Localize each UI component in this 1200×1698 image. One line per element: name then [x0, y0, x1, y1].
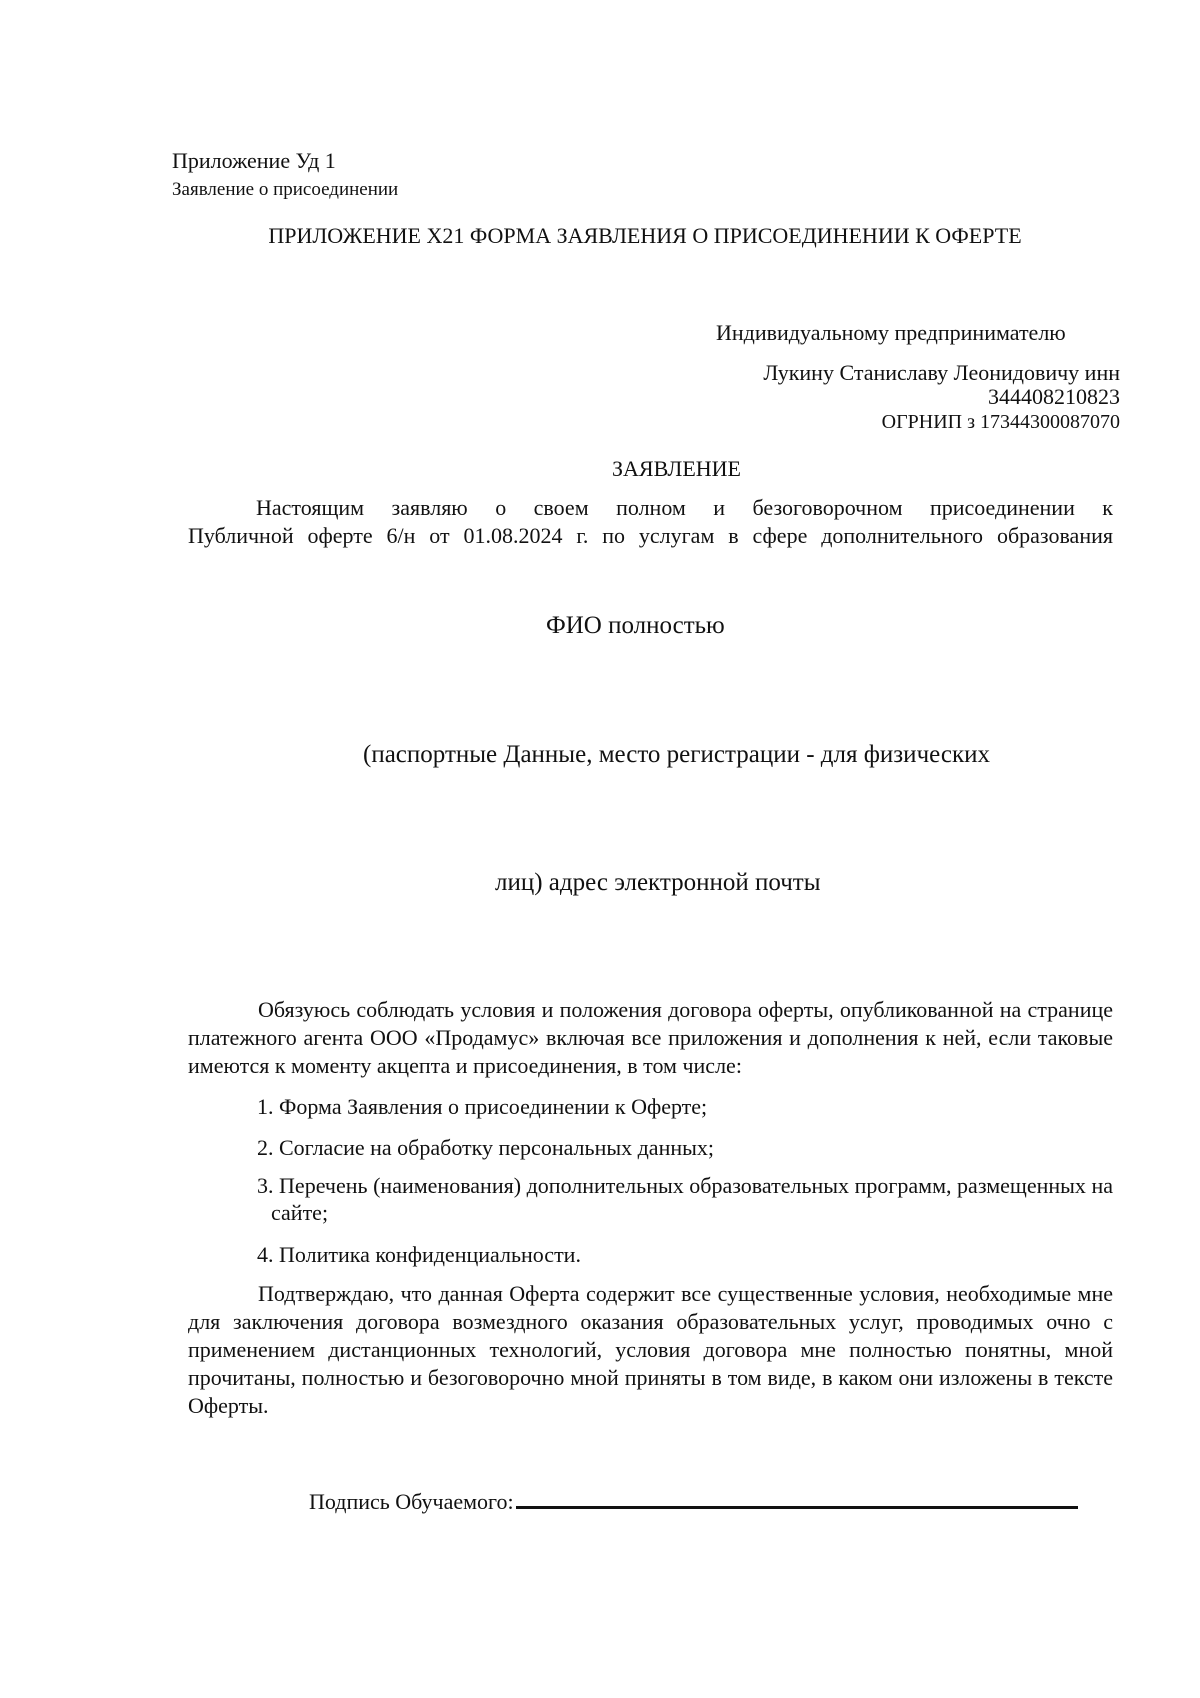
passport-data-field: (паспортные Данные, место регистрации - для физических [363, 741, 990, 768]
confirmation-paragraph: Подтверждаю, что данная Оферта содержит все существенные условия, необходимые мне для заключения договора возмездного оказания образовательных услуг, проводимых очно с применением дистанционных технологий, условия договора мне полностью понятны, мной прочитаны, полностью и безоговорочно мной приняты в том виде, в каком они изложены в тексте Оферты. [188, 1281, 1113, 1418]
addressee-ogrnip: ОГРНИП з 17344300087070 [881, 411, 1120, 433]
statement-heading: ЗАЯВЛЕНИЕ [612, 456, 741, 481]
addressee-line-1: Индивидуальному предпринимателю [716, 320, 1066, 345]
statement-paragraph [188, 494, 1113, 550]
full-name-field: ФИО полностью [546, 612, 725, 639]
obligation-item-3: 3. Перечень (наименования) дополнительных образовательных программ, размещенных на сайте; [257, 1173, 1113, 1225]
obligations-intro: Обязуюсь соблюдать условия и положения договора оферты, опубликованной на странице платежного агента ООО «Продамус» включая все приложения и дополнения к ней, если таковые имеются к моменту акцепта и присоединения, в том числе: [188, 997, 1113, 1078]
obligation-item-1: 1. Форма Заявления о присоединении к Оферте; [257, 1094, 708, 1119]
signature-row [309, 1489, 1078, 1515]
statement-line-1: Настоящим заявляю о своем полном и безоговорочном присоединении к [256, 495, 1113, 520]
signature-label: Подпись Обучаемого: [309, 1489, 514, 1514]
signature-line[interactable] [516, 1506, 1078, 1509]
obligation-item-4: 4. Политика конфиденциальности. [257, 1242, 581, 1267]
appendix-subtitle: Заявление о присоединении [172, 179, 399, 200]
obligation-item-2: 2. Согласие на обработку персональных данных; [257, 1135, 715, 1160]
email-field: лиц) адрес электронной почты [495, 869, 821, 896]
appendix-label: Приложение Уд 1 [172, 148, 336, 173]
addressee-line-2: Лукину Станиславу Леонидовичу инн [763, 360, 1120, 385]
statement-line-2: Публичной оферте 6/н от 01.08.2024 г. по услугам в сфере дополнительного образования [188, 523, 1113, 548]
document-title: ПРИЛОЖЕНИЕ Х21 ФОРМА ЗАЯВЛЕНИЯ О ПРИСОЕДИНЕНИИ К ОФЕРТЕ [268, 223, 1022, 248]
addressee-inn: 344408210823 [988, 384, 1120, 409]
